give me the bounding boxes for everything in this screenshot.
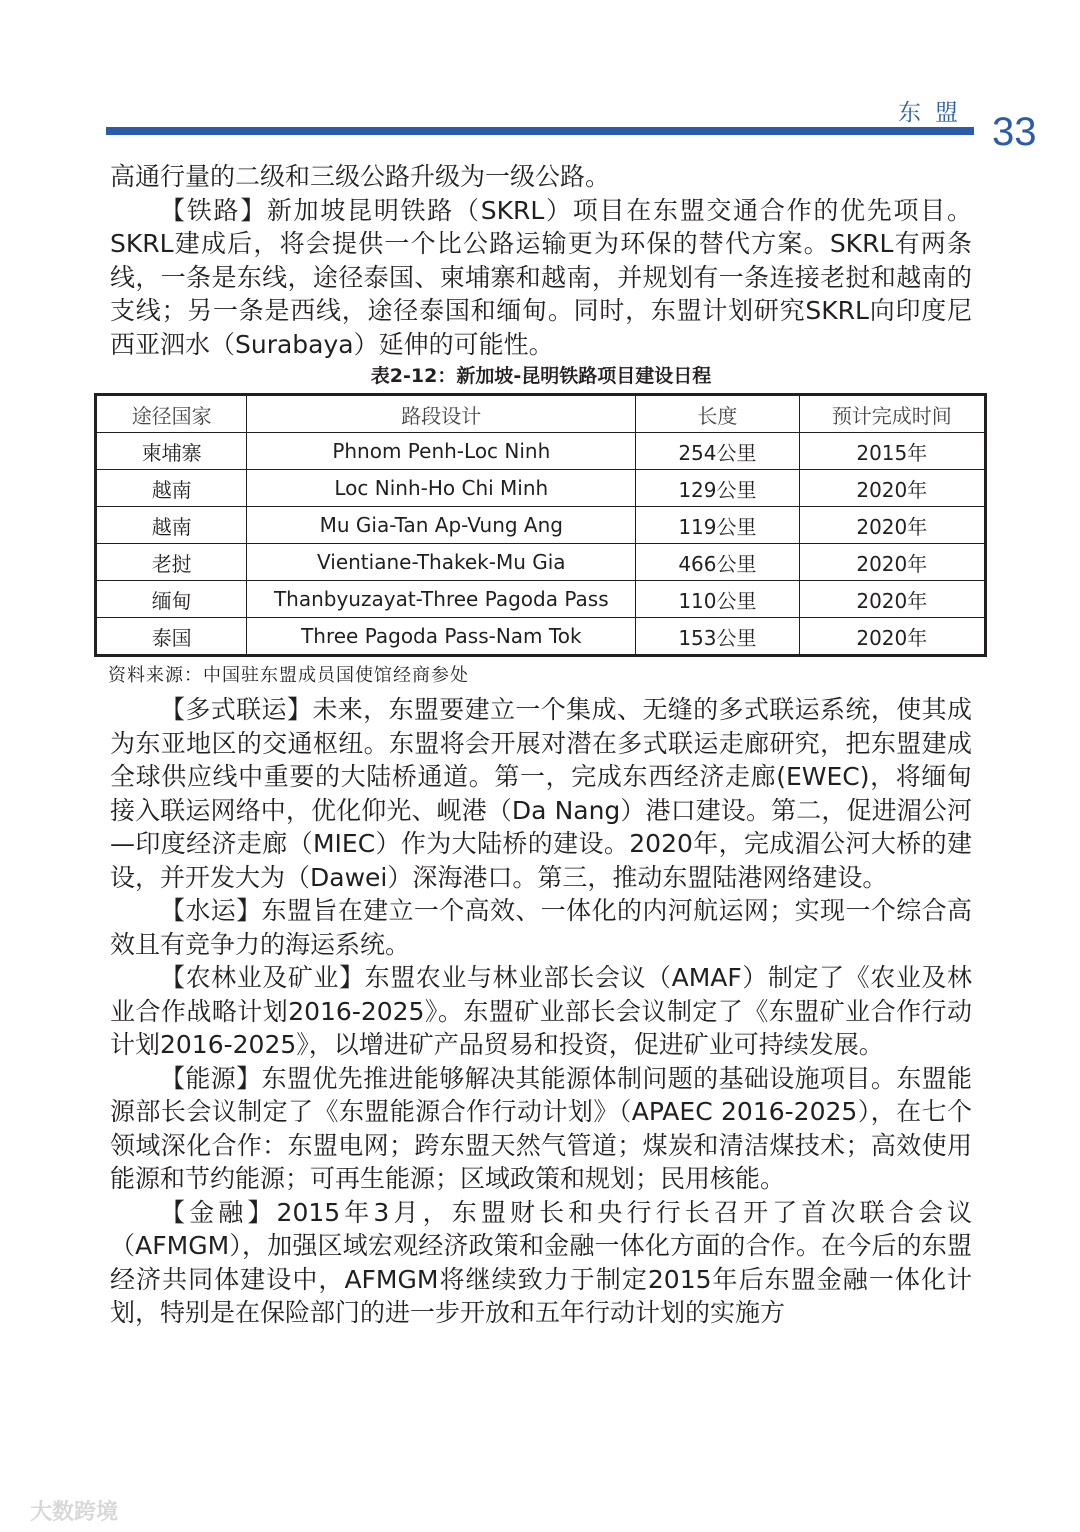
column-header: 途径国家	[96, 395, 247, 433]
cell-completion: 2020年	[799, 581, 985, 618]
railway-schedule-table	[94, 393, 987, 657]
table-source-note: 资料来源：中国驻东盟成员国使馆经商参处	[108, 665, 469, 686]
cell-length: 129公里	[636, 470, 799, 507]
cell-length: 466公里	[636, 544, 799, 581]
paragraph-water-transport: 【水运】东盟旨在建立一个高效、一体化的内河航运网；实现一个综合高效且有竞争力的海运系统。	[110, 896, 972, 959]
paragraph-multimodal: 【多式联运】未来，东盟要建立一个集成、无缝的多式联运系统，使其成为东亚地区的交通枢纽。东盟将会开展对潜在多式联运走廊研究，把东盟建成全球供应线中重要的大陆桥通道。第一，完成东西经济走廊(EWEC)，将缅甸接入联运网络中，优化仰光、岘港（Da Nang）港口建设。第二，促进湄公河—印度经济走廊（MIEC）作为大陆桥的建设。2020年，完成湄公河大桥的建设，并开发大为（Dawei）深海港口。第三，推动东盟陆港网络建设。	[110, 695, 972, 892]
cell-completion: 2020年	[799, 544, 985, 581]
cell-segment: Mu Gia-Tan Ap-Vung Ang	[247, 507, 636, 544]
column-header: 预计完成时间	[799, 395, 985, 433]
column-header: 长度	[636, 395, 799, 433]
table-caption: 表2-12：新加坡-昆明铁路项目建设日程	[370, 365, 712, 387]
cell-length: 254公里	[636, 433, 799, 470]
paragraph-railway: 【铁路】新加坡昆明铁路（SKRL）项目在东盟交通合作的优先项目。SKRL建成后，将会提供一个比公路运输更为环保的替代方案。SKRL有两条线，一条是东线，途径泰国、柬埔寨和越南，并规划有一条连接老挝和越南的支线；另一条是西线，途径泰国和缅甸。同时，东盟计划研究SKRL向印度尼西亚泗水（Surabaya）延伸的可能性。	[110, 195, 972, 359]
column-header: 路段设计	[247, 395, 636, 433]
watermark: 大数跨境	[30, 1500, 119, 1525]
table-row	[96, 581, 986, 618]
cell-country: 柬埔寨	[96, 433, 247, 470]
table-row	[96, 507, 986, 544]
cell-segment: Thanbyuzayat-Three Pagoda Pass	[247, 581, 636, 618]
header-rule	[106, 127, 974, 135]
cell-length: 110公里	[636, 581, 799, 618]
cell-country: 缅甸	[96, 581, 247, 618]
paragraph-agriculture-mining: 【农林业及矿业】东盟农业与林业部长会议（AMAF）制定了《农业及林业合作战略计划2016-2025》。东盟矿业部长会议制定了《东盟矿业合作行动计划2016-2025》，以增进矿产品贸易和投资，促进矿业可持续发展。	[110, 963, 972, 1059]
cell-length: 119公里	[636, 507, 799, 544]
cell-country: 泰国	[96, 618, 247, 656]
paragraph-energy: 【能源】东盟优先推进能够解决其能源体制问题的基础设施项目。东盟能源部长会议制定了《东盟能源合作行动计划》（APAEC 2016-2025），在七个领域深化合作：东盟电网；跨东盟天然气管道；煤炭和清洁煤技术；高效使用能源和节约能源；可再生能源；区域政策和规划；民用核能。	[110, 1063, 972, 1193]
cell-segment: Loc Ninh-Ho Chi Minh	[247, 470, 636, 507]
cell-completion: 2015年	[799, 433, 985, 470]
paragraph-intro: 高通行量的二级和三级公路升级为一级公路。	[110, 162, 611, 191]
page-number: 33	[992, 110, 1037, 154]
cell-completion: 2020年	[799, 618, 985, 656]
table-row	[96, 470, 986, 507]
cell-country: 越南	[96, 470, 247, 507]
table-row	[96, 544, 986, 581]
page-content	[110, 160, 972, 1330]
section-title: 东盟	[898, 100, 972, 126]
paragraph-finance: 【金融】2015年3月，东盟财长和央行行长召开了首次联合会议（AFMGM），加强区域宏观经济政策和金融一体化方面的合作。在今后的东盟经济共同体建设中，AFMGM将继续致力于制定2015年后东盟金融一体化计划，特别是在保险部门的进一步开放和五年行动计划的实施方	[110, 1197, 972, 1327]
table-row	[96, 618, 986, 656]
cell-segment: Vientiane-Thakek-Mu Gia	[247, 544, 636, 581]
cell-segment: Phnom Penh-Loc Ninh	[247, 433, 636, 470]
table-header-row	[96, 395, 986, 433]
cell-completion: 2020年	[799, 507, 985, 544]
table-row	[96, 433, 986, 470]
cell-completion: 2020年	[799, 470, 985, 507]
cell-length: 153公里	[636, 618, 799, 656]
cell-country: 越南	[96, 507, 247, 544]
cell-segment: Three Pagoda Pass-Nam Tok	[247, 618, 636, 656]
cell-country: 老挝	[96, 544, 247, 581]
